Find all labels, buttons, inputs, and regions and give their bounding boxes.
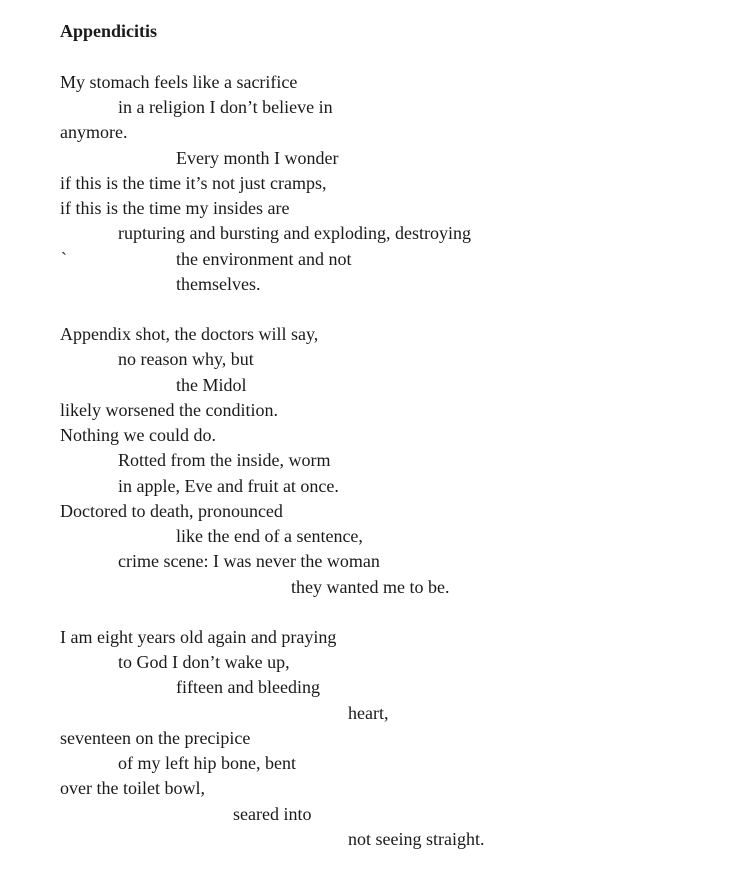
stray-backtick-mark: ` bbox=[61, 249, 67, 269]
poem-line: heart, bbox=[348, 703, 389, 723]
poem-line: if this is the time it’s not just cramps, bbox=[60, 173, 327, 193]
poem-line: like the end of a sentence, bbox=[176, 526, 363, 546]
poem-title: Appendicitis bbox=[60, 21, 158, 41]
poem-line: seared into bbox=[233, 804, 312, 824]
poem-line: Doctored to death, pronounced bbox=[60, 501, 283, 521]
poem-line: My stomach feels like a sacrifice bbox=[60, 72, 298, 92]
poem-line: the environment and not bbox=[176, 249, 352, 269]
poem-line: if this is the time my insides are bbox=[60, 198, 290, 218]
poem-line: crime scene: I was never the woman bbox=[118, 551, 380, 571]
poem-line: Every month I wonder bbox=[176, 148, 339, 168]
poem-line: fifteen and bleeding bbox=[176, 677, 320, 697]
poem-line: I am eight years old again and praying bbox=[60, 627, 337, 647]
poem-line: themselves. bbox=[176, 274, 261, 294]
poem-line: not seeing straight. bbox=[348, 829, 485, 849]
poem-line: likely worsened the condition. bbox=[60, 400, 278, 420]
poem-line: Nothing we could do. bbox=[60, 425, 216, 445]
poem-line: no reason why, but bbox=[118, 349, 254, 369]
poem-line: they wanted me to be. bbox=[291, 577, 450, 597]
poem-line: of my left hip bone, bent bbox=[118, 753, 296, 773]
poem-line: over the toilet bowl, bbox=[60, 778, 205, 798]
poem-line: to God I don’t wake up, bbox=[118, 652, 290, 672]
poem-line: in apple, Eve and fruit at once. bbox=[118, 476, 339, 496]
poem-line: Rotted from the inside, worm bbox=[118, 450, 331, 470]
poem-line: Appendix shot, the doctors will say, bbox=[60, 324, 319, 344]
poem-line: rupturing and bursting and exploding, destroying bbox=[118, 223, 471, 243]
poem-line: the Midol bbox=[176, 375, 247, 395]
poem-line: in a religion I don’t believe in bbox=[118, 97, 333, 117]
poem-line: seventeen on the precipice bbox=[60, 728, 251, 748]
poem-line: anymore. bbox=[60, 122, 128, 142]
